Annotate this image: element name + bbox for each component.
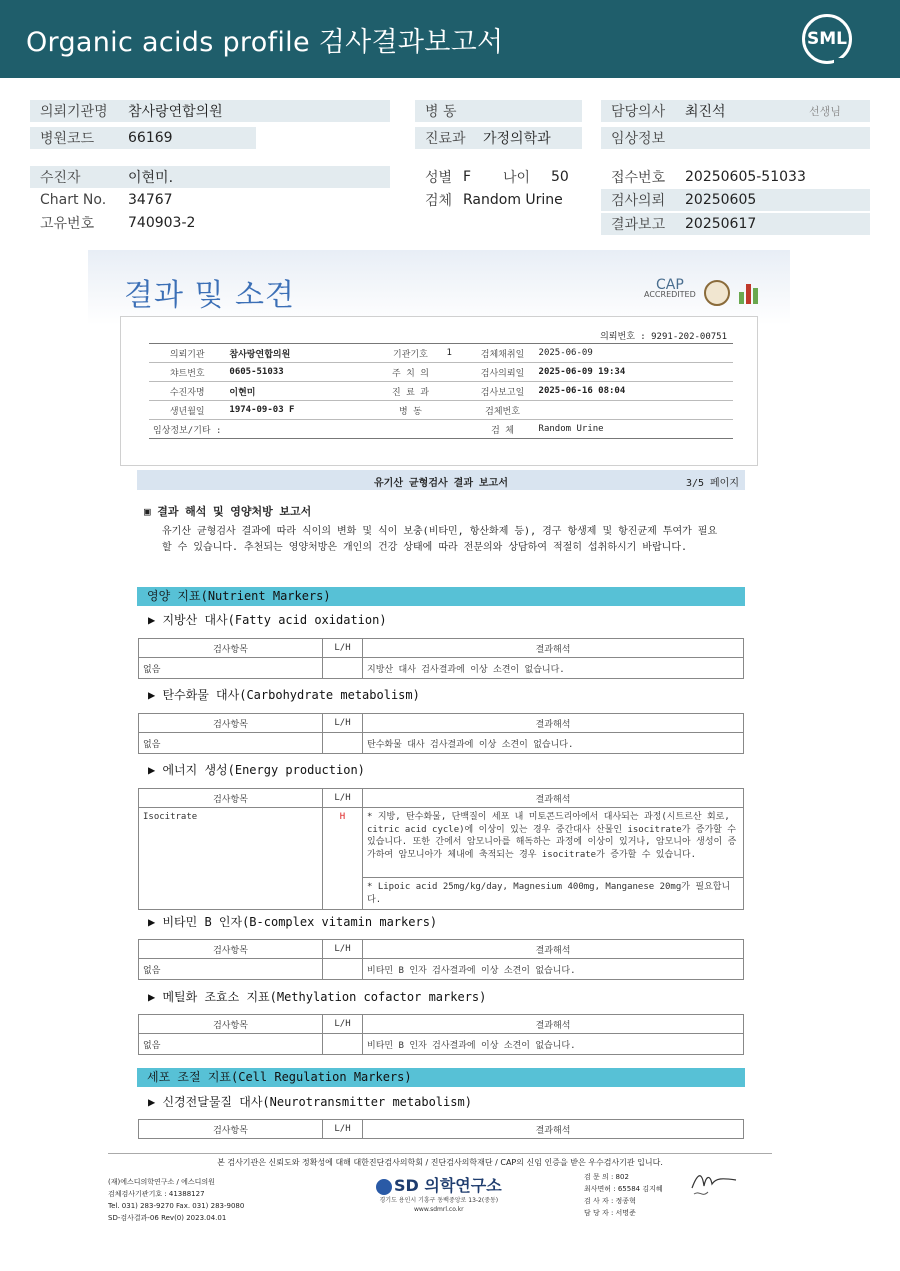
item-isocitrate: Isocitrate bbox=[139, 808, 323, 910]
doctor-field bbox=[601, 100, 870, 122]
item-cell: 없음 bbox=[139, 1034, 323, 1055]
energy-interpretation: * 지방, 탄수화물, 단백질이 세포 내 미토콘드리아에서 대사되는 과정(시트르산 회로, citric acid cycle)에 이상이 있는 경우 중간대사 산물인 isocitrate가 증가할 수 있습니다. 또한 간에서 암모니아를 해독하는 과정에 이상이 있거나, 암모니아 생성이 증가하여 암모니아가 체내에 축적되는 경우 isocitrate가 증가할 수 있습니다. bbox=[363, 808, 744, 878]
table-carbohydrate bbox=[138, 713, 744, 754]
specimen-label: 검체 bbox=[425, 193, 453, 209]
sex-age-field bbox=[415, 166, 585, 188]
col-item: 검사항목 bbox=[139, 714, 323, 733]
col-item: 검사항목 bbox=[139, 1015, 323, 1034]
col-result: 결과해석 bbox=[363, 714, 744, 733]
logo-text: SML bbox=[807, 29, 847, 49]
report-header-table bbox=[149, 343, 733, 439]
header-cell: 병 동 bbox=[378, 401, 442, 420]
lh-cell bbox=[323, 733, 363, 754]
header-cell: 생년월일 bbox=[149, 401, 225, 420]
institution-field bbox=[30, 100, 390, 122]
result-cell: 지방산 대사 검사결과에 이상 소견이 없습니다. bbox=[363, 658, 744, 679]
lh-cell bbox=[323, 658, 363, 679]
flag-high: H bbox=[323, 808, 363, 910]
report-date-value: 20250617 bbox=[685, 216, 757, 232]
specimen-value: Random Urine bbox=[463, 192, 563, 208]
col-result: 결과해석 bbox=[363, 789, 744, 808]
lh-cell bbox=[323, 959, 363, 980]
header-cell: 기관기호 bbox=[378, 344, 442, 363]
banner-title: 결과 및 소견 bbox=[124, 278, 295, 313]
header-cell bbox=[442, 401, 470, 420]
sub-energy: ▶ 에너지 생성(Energy production) bbox=[148, 763, 365, 777]
header-row bbox=[149, 420, 733, 439]
signature-icon bbox=[688, 1168, 740, 1196]
table-neurotransmitter bbox=[138, 1119, 744, 1139]
col-result: 결과해석 bbox=[363, 1120, 744, 1139]
col-lh: L/H bbox=[323, 1120, 363, 1139]
sd-logo-icon bbox=[376, 1179, 392, 1195]
header-cell: 2025-06-09 bbox=[535, 344, 733, 363]
cap-text: CAP bbox=[655, 277, 684, 293]
header-cell: 검 체 bbox=[471, 420, 535, 439]
sex-value: F bbox=[463, 169, 472, 185]
brand-name: SD 의학연구소 bbox=[394, 1176, 502, 1195]
ward-field bbox=[415, 100, 582, 122]
hospital-code-field bbox=[30, 127, 256, 149]
header-cell: 2025-06-16 08:04 bbox=[535, 382, 733, 401]
header-row bbox=[149, 363, 733, 382]
clinical-label: 임상정보 bbox=[611, 131, 666, 147]
sub-neurotransmitter: ▶ 신경전달물질 대사(Neurotransmitter metabolism) bbox=[148, 1095, 472, 1109]
doctor-label: 담당의사 bbox=[611, 104, 666, 120]
age-label: 나이 bbox=[503, 170, 531, 186]
sub-fatty-acid: ▶ 지방산 대사(Fatty acid oxidation) bbox=[148, 613, 387, 627]
request-number: 의뢰번호 : 9291-202-00751 bbox=[600, 332, 727, 342]
report-table-title-bar bbox=[137, 470, 745, 490]
patient-label: 수진자 bbox=[40, 170, 81, 186]
header-cell: Random Urine bbox=[535, 420, 733, 439]
category-cell-regulation: 세포 조절 지표(Cell Regulation Markers) bbox=[137, 1068, 745, 1087]
intro-text: 유기산 균형검사 결과에 따라 식이의 변화 및 식이 보충(비타민, 항산화제 등), 경구 항생제 및 항진균제 투여가 필요할 수 있습니다. 추천되는 영양처방은 개인의 건강 상태에 따라 전문의와 상담하여 적절히 섭취하시기 바랍니다. bbox=[162, 526, 718, 553]
sub-methylation: ▶ 메틸화 조효소 지표(Methylation cofactor markers) bbox=[148, 990, 487, 1004]
item-cell: 없음 bbox=[139, 959, 323, 980]
chart-value: 34767 bbox=[128, 192, 173, 208]
header-cell: 의뢰기관 bbox=[149, 344, 225, 363]
table-methylation bbox=[138, 1014, 744, 1055]
col-item: 검사항목 bbox=[139, 940, 323, 959]
header-cell: 검사보고일 bbox=[471, 382, 535, 401]
receipt-field bbox=[601, 166, 870, 188]
header-cell bbox=[442, 363, 470, 382]
report-date-label: 결과보고 bbox=[611, 217, 666, 233]
header-cell: 참사랑연합의원 bbox=[225, 344, 378, 363]
header-cell: 검사의뢰일 bbox=[471, 363, 535, 382]
table-energy bbox=[138, 788, 744, 910]
header-cell bbox=[535, 401, 733, 420]
header-cell bbox=[225, 420, 378, 439]
uid-field bbox=[30, 212, 390, 234]
header-cell: 주 치 의 bbox=[378, 363, 442, 382]
category-nutrient: 영양 지표(Nutrient Markers) bbox=[137, 587, 745, 606]
result-cell: 비타민 B 인자 검사결과에 이상 소견이 없습니다. bbox=[363, 959, 744, 980]
col-lh: L/H bbox=[323, 639, 363, 658]
lab-logo-icon bbox=[737, 282, 759, 304]
footer-org: (재)에스디의학연구소 / 에스디의원 bbox=[108, 1178, 215, 1186]
doctor-value: 최진석 bbox=[685, 104, 726, 120]
dept-field bbox=[415, 127, 582, 149]
header-cell: 1974-09-03 F bbox=[225, 401, 378, 420]
receipt-label: 접수번호 bbox=[611, 170, 666, 186]
patient-value: 이현미. bbox=[128, 170, 174, 186]
col-lh: L/H bbox=[323, 940, 363, 959]
header-cell: 이현미 bbox=[225, 382, 378, 401]
uid-label: 고유번호 bbox=[40, 216, 95, 232]
header-cell: 임상정보/기타 : bbox=[149, 420, 225, 439]
cap-badge bbox=[644, 277, 696, 299]
header-cell: 0605-51033 bbox=[225, 363, 378, 382]
chart-field bbox=[30, 189, 390, 211]
dept-value: 가정의학과 bbox=[483, 131, 551, 147]
lh-cell bbox=[323, 1034, 363, 1055]
uid-value: 740903-2 bbox=[128, 215, 196, 231]
header-cell: 진 료 과 bbox=[378, 382, 442, 401]
ward-label: 병 동 bbox=[425, 104, 457, 120]
request-value: 20250605 bbox=[685, 192, 757, 208]
result-cell: 비타민 B 인자 검사결과에 이상 소견이 없습니다. bbox=[363, 1034, 744, 1055]
table-fatty-acid bbox=[138, 638, 744, 679]
header-cell: 챠트번호 bbox=[149, 363, 225, 382]
brand-address: 경기도 용인시 기흥구 동백중앙로 13-2(중동) bbox=[379, 1197, 499, 1204]
patient-field bbox=[30, 166, 390, 188]
header-cell bbox=[378, 420, 442, 439]
report-header-box bbox=[120, 316, 758, 466]
footer-code: 검체검사기관기호 : 41388127 bbox=[108, 1190, 205, 1198]
footer-left bbox=[108, 1176, 244, 1224]
footer-brand bbox=[376, 1176, 502, 1214]
header-cell: 2025-06-09 19:34 bbox=[535, 363, 733, 382]
examiner: 검 사 자 : 정종혁 bbox=[584, 1197, 636, 1205]
col-lh: L/H bbox=[323, 789, 363, 808]
request-label: 검사의뢰 bbox=[611, 193, 666, 209]
cap-sub: ACCREDITED bbox=[644, 290, 696, 299]
certification-note: 본 검사기관은 신뢰도와 정확성에 대해 대한진단검사의학회 / 진단검사의학재단 / CAP의 신임 인증을 받은 우수검사기관 입니다. bbox=[108, 1153, 772, 1168]
dept-label: 진료과 bbox=[425, 131, 466, 147]
page-indicator: 3/5 페이지 bbox=[685, 478, 739, 489]
logo-tail bbox=[834, 58, 864, 66]
report-date-field bbox=[601, 213, 870, 235]
col-result: 결과해석 bbox=[363, 1015, 744, 1034]
header-row bbox=[149, 382, 733, 401]
header-cell: 1 bbox=[442, 344, 470, 363]
sub-carbohydrate: ▶ 탄수화물 대사(Carbohydrate metabolism) bbox=[148, 688, 420, 702]
col-item: 검사항목 bbox=[139, 639, 323, 658]
specimen-field bbox=[415, 189, 585, 211]
table-vitamin-b bbox=[138, 939, 744, 980]
license: 최사면허 : 65584 김지혜 bbox=[584, 1185, 663, 1193]
age-value: 50 bbox=[551, 169, 569, 185]
request-field bbox=[601, 189, 870, 211]
accreditation-seal-icon bbox=[704, 280, 730, 306]
header-cell: 수진자명 bbox=[149, 382, 225, 401]
header-cell bbox=[442, 382, 470, 401]
col-result: 결과해석 bbox=[363, 639, 744, 658]
header-bar bbox=[0, 0, 900, 78]
chart-label: Chart No. bbox=[40, 192, 107, 208]
doctor-suffix: 선생님 bbox=[809, 105, 841, 118]
header-cell: 검체번호 bbox=[471, 401, 535, 420]
manager: 담 당 자 : 서명준 bbox=[584, 1209, 636, 1217]
result-cell: 탄수화물 대사 검사결과에 이상 소견이 없습니다. bbox=[363, 733, 744, 754]
header-cell bbox=[442, 420, 470, 439]
sml-logo bbox=[802, 14, 852, 64]
col-item: 검사항목 bbox=[139, 789, 323, 808]
footer-contact: Tel. 031) 283-9270 Fax. 031) 283-9080 bbox=[108, 1202, 245, 1210]
col-item: 검사항목 bbox=[139, 1120, 323, 1139]
col-lh: L/H bbox=[323, 1015, 363, 1034]
footer-right bbox=[584, 1171, 663, 1219]
footer-rev: SD-검사결과-06 Rev(0) 2023.04.01 bbox=[108, 1214, 227, 1222]
col-lh: L/H bbox=[323, 714, 363, 733]
item-cell: 없음 bbox=[139, 658, 323, 679]
sex-label: 성별 bbox=[425, 170, 453, 186]
header-cell: 검체채취일 bbox=[471, 344, 535, 363]
energy-prescription: * Lipoic acid 25mg/kg/day, Magnesium 400mg, Manganese 20mg가 필요합니다. bbox=[363, 878, 744, 910]
inquiry: 검 문 의 : 802 bbox=[584, 1173, 629, 1181]
hospital-code-value: 66169 bbox=[128, 130, 173, 146]
clinical-field bbox=[601, 127, 870, 149]
page-title: Organic acids profile 검사결과보고서 bbox=[26, 27, 504, 58]
brand-web: www.sdmrl.co.kr bbox=[414, 1206, 464, 1213]
header-row bbox=[149, 344, 733, 363]
report-table-title: 유기산 균형검사 결과 보고서 bbox=[374, 478, 508, 489]
institution-value: 참사랑연합의원 bbox=[128, 104, 223, 120]
item-cell: 없음 bbox=[139, 733, 323, 754]
section-title: ▣ 결과 해석 및 영양처방 보고서 bbox=[144, 505, 312, 518]
receipt-value: 20250605-51033 bbox=[685, 169, 806, 185]
hospital-code-label: 병원코드 bbox=[40, 131, 95, 147]
col-result: 결과해석 bbox=[363, 940, 744, 959]
sub-vitamin-b: ▶ 비타민 B 인자(B-complex vitamin markers) bbox=[148, 915, 438, 929]
header-row bbox=[149, 401, 733, 420]
institution-label: 의뢰기관명 bbox=[40, 104, 108, 120]
